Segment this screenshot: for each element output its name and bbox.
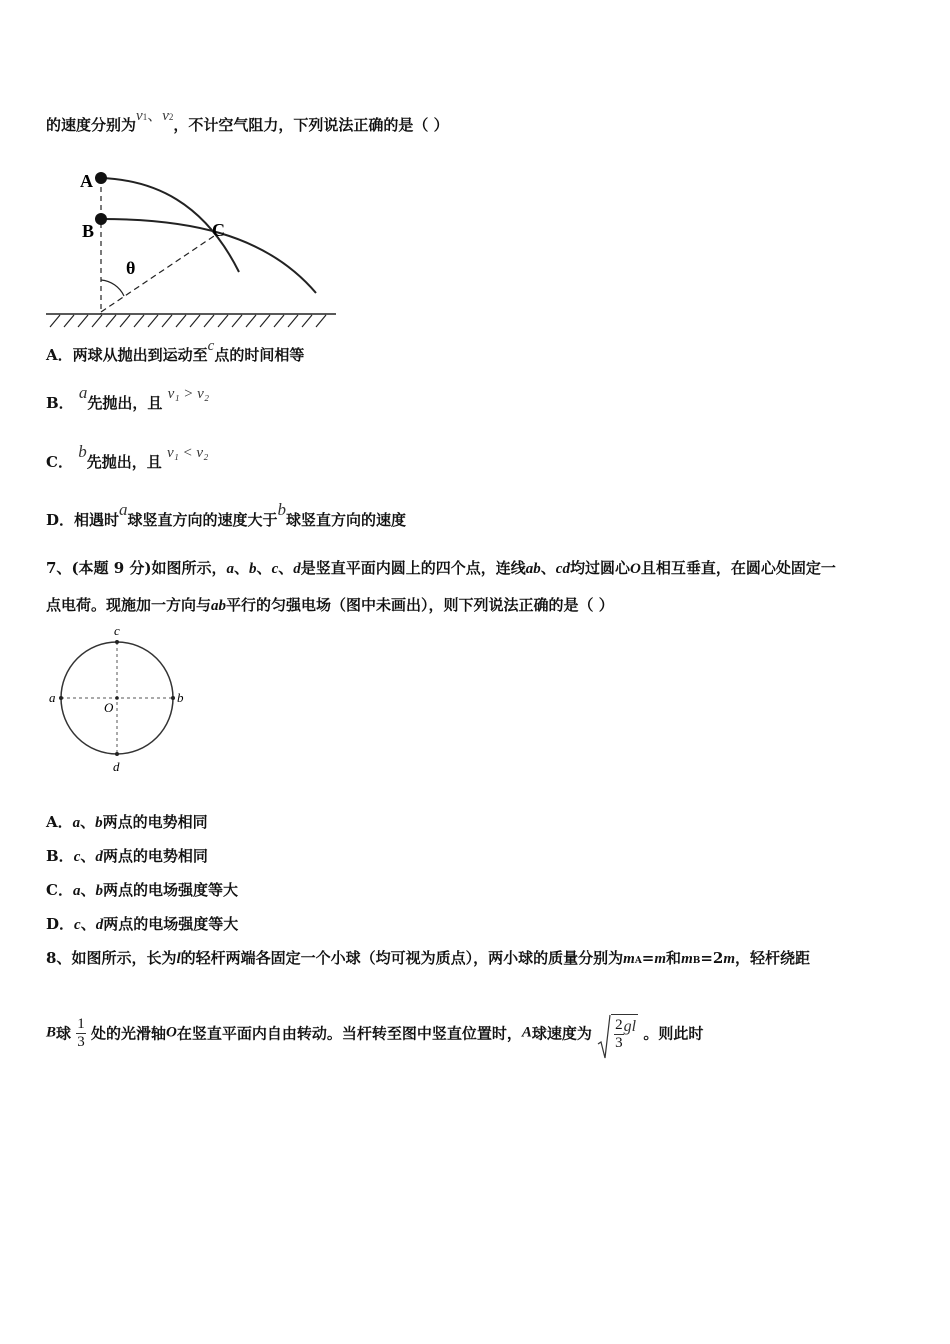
label-a: a xyxy=(49,690,56,705)
label-theta: θ xyxy=(126,258,136,278)
label-b: b xyxy=(177,690,184,705)
q6-option-d: D．相遇时a球竖直方向的速度大于b球竖直方向的速度 xyxy=(46,500,407,529)
point-d xyxy=(115,752,119,756)
q6-option-c: C． b先抛出，且 v₁ < v₂ xyxy=(46,442,209,471)
q7-stem-line2: 点电荷。现施加一方向与ab平行的匀强电场（图中未画出），则下列说法正确的是（ ） xyxy=(46,596,614,614)
trajectory-b xyxy=(101,219,316,293)
q6-projectile-figure xyxy=(44,162,340,332)
label-b: B xyxy=(82,221,95,241)
v2-symbol: v2 xyxy=(162,108,174,124)
point-b xyxy=(171,696,175,700)
radical-sign xyxy=(597,1014,611,1062)
label-a: A xyxy=(80,171,93,191)
ball-a xyxy=(95,172,107,184)
q6-option-a: A．两球从抛出到运动至c点的时间相等 xyxy=(46,338,305,364)
q6-option-b: B． a先抛出，且 v₁ > v₂ xyxy=(46,383,210,412)
label-c: c xyxy=(114,624,120,638)
ball-b xyxy=(95,213,107,225)
point-a xyxy=(59,696,63,700)
label-o: O xyxy=(104,700,114,715)
q6-stem: 的速度分别为v1、v2，不计空气阻力，下列说法正确的是（ ） xyxy=(46,108,449,134)
ground-hatching xyxy=(50,315,326,327)
point-o xyxy=(115,696,119,700)
q7-option-d: D．c、d两点的电场强度等大 xyxy=(46,915,239,933)
q7-circle-figure xyxy=(46,624,192,776)
point-c xyxy=(115,640,119,644)
q7-option-b: B．c、d两点的电势相同 xyxy=(46,847,208,865)
label-d: d xyxy=(113,759,120,774)
q7-option-c: C．a、b两点的电场强度等大 xyxy=(46,881,238,899)
fraction-one-third: $\frac{1}{3}$ xyxy=(77,1015,85,1050)
theta-arc xyxy=(101,280,124,296)
q7-option-a: A．a、b两点的电势相同 xyxy=(46,813,208,831)
q7-stem-line1: 7、(本题 9 分)如图所示，a、b、c、d是竖直平面内圆上的四个点，连线ab、cd均过圆心O且相互垂直，在圆心处固定一 xyxy=(46,559,836,577)
v1-symbol: v1 xyxy=(136,108,148,124)
dashed-to-c xyxy=(101,236,214,312)
label-c: C xyxy=(212,220,225,240)
q8-stem-line2: B球 $\frac{1}{3}$ 处的光滑轴O在竖直平面内自由转动。当杆转至图中竖直位置时，A球速度为 $\frac{2}{3}$ gl 。则此时 xyxy=(46,1014,703,1052)
sqrt-expression: $\frac{2}{3}$ gl xyxy=(597,1014,638,1052)
q8-stem-line1: 8、如图所示，长为l的轻杆两端各固定一个小球（均可视为质点），两小球的质量分别为mA=m和mB=2m，轻杆绕距 xyxy=(46,949,811,967)
